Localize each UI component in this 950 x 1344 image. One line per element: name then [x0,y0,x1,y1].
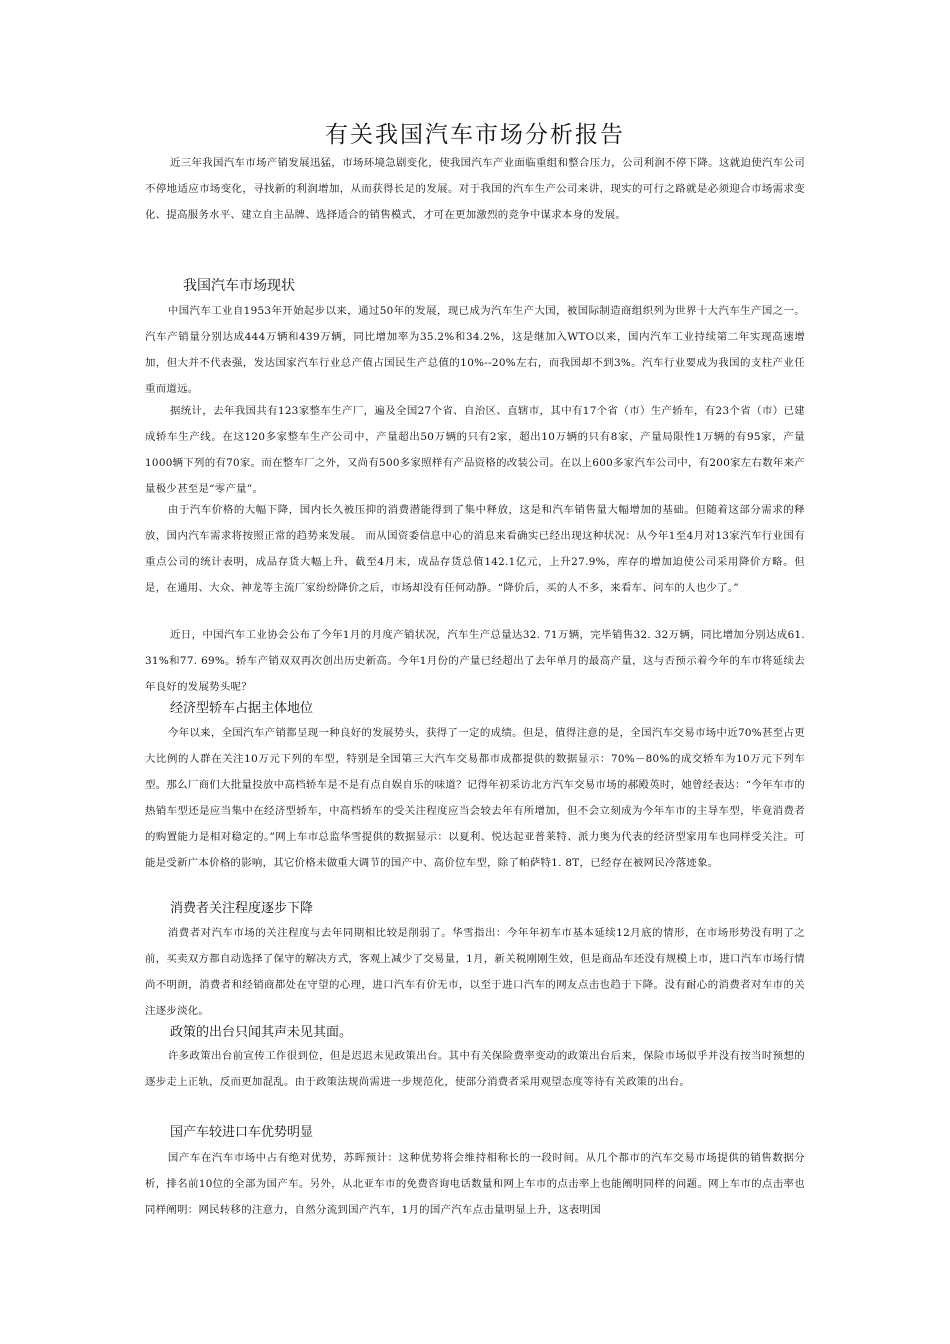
paragraph-price-decline: 由于汽车价格的大幅下降，国内长久被压抑的消费潜能得到了集中释放，这是和汽车销售量大幅增加的基础。但随着这部分需求的释放，国内汽车需求将按照正常的趋势来发展。 而从国资委信息中心的消息来看确实已经出现这种状况：从今年1至4月对13家汽车行业国有重点公司的统计表明，成品存货大幅上升，截至4月末，成品存货总值142.1亿元，上升27.9%，库存的增加迫使公司采用降价方略。但是，在通用、大众、神龙等主流厂家纷纷降价之后，市场却没有任何动静。“降价后，买的人不多，来看车、问车的人也少了。” [145,504,805,594]
section-heading-domestic-cars: 国产车较进口车优势明显 [170,1125,314,1140]
section-heading-policy: 政策的出台只闻其声未见其面。 [170,1025,353,1040]
paragraph-economy-cars: 今年以来，全国汽车产销都呈现一种良好的发展势头，获得了一定的成绩。但是，值得注意的是，全国汽车交易市场中近70%甚至占更大比例的人群在关注10万元下列的车型，特别是全国第三大汽车交易都市成都提供的数据显示：70%－80%的成交轿车为10万元下列车型。那么厂商们大批量投放中高档轿车是不是有点自娱自乐的味道？记得年初采访北方汽车交易市场的郝殿英时，她曾经表达：“今年车市的热销车型还是应当集中在经济型轿车，中高档轿车的受关注程度应当会较去年有所增加，但不会立刻成为今年车市的主导车型，毕竟消费者的购置能力是相对稳定的。”网上车市总监华雪提供的数据显示：以夏利、悦达起亚普莱特、派力奥为代表的经济型家用车也同样受关注。可能是受新广本价格的影响，其它价格未做重大调节的国产中、高价位车型，除了帕萨特1. 8T，已经存在被网民冷落迹象。 [145,727,805,869]
section-heading-economy-cars: 经济型轿车占据主体地位 [170,701,314,716]
section-heading-consumer-attention: 消费者关注程度逐步下降 [170,901,314,916]
paragraph-policy: 许多政策出台前宣传工作很到位，但是迟迟未见政策出台。其中有关保险费率变动的政策出台后来，保险市场似乎并没有按当时预想的逐步走上正轨，反而更加混乱。由于政策法规尚需进一步规范化，使部分消费者采用观望态度等待有关政策的出台。 [145,1050,805,1088]
page-title: 有关我国汽车市场分析报告 [325,122,625,148]
intro-paragraph: 近三年我国汽车市场产销发展迅猛，市场环境急剧变化，使我国汽车产业面临重组和整合压力，公司利润不停下降。这就迫使汽车公司不停地适应市场变化，寻找新的利润增加，从而获得长足的发展。对于我国的汽车生产公司来讲，现实的可行之路就是必须迎合市场需求变化、提高服务水平、建立自主品牌、选择适合的销售模式，才可在更加激烈的竞争中谋求本身的发展。 [145,157,805,221]
paragraph-consumer-attention: 消费者对汽车市场的关注程度与去年同期相比较是削弱了。华雪指出：今年年初车市基本延续12月底的情形，在市场形势没有明了之前，买卖双方都自动选择了保守的解决方式，客观上减少了交易量，1月，新关税刚刚生效，但是商品车还没有规模上市，进口汽车市场行情尚不明朗，消费者和经销商都处在守望的心理，进口汽车有价无市，以至于进口汽车的网友点击也趋于下降。没有耐心的消费者对车市的关注逐步淡化。 [145,927,805,1017]
paragraph-january-sales: 近日，中国汽车工业协会公布了今年1月的月度产销状况，汽车生产总量达32. 71万辆，完毕销售32. 32万辆，同比增加分别达成61. 31%和77. 69%。轿车产销双双再次创出历史新高。今年1月份的产量已经超出了去年单月的最高产量，这与否预示着今年的车市将延续去年良好的发展势头呢？ [145,629,805,693]
section-heading-market-status: 我国汽车市场现状 [183,278,295,294]
paragraph-industry-history: 中国汽车工业自1953年开始起步以来，通过50年的发展，现已成为汽车生产大国，被国际制造商组织列为世界十大汽车生产国之一。汽车产销量分别达成444万辆和439万辆，同比增加率为35.2%和34.2%，这是继加入WTO以来，国内汽车工业持续第二年实现高速增加，但大并不代表强，发达国家汽车行业总产值占国民生产总值的10%--20%左右，而我国却不到3%。汽车行业要成为我国的支柱产业任重而道远。 [145,305,805,395]
paragraph-domestic-cars: 国产车在汽车市场中占有绝对优势，苏晖预计：这种优势将会维持相称长的一段时间。从几个都市的汽车交易市场提供的销售数据分析，排名前10位的全部为国产车。另外，从北亚车市的免费咨询电话数量和网上车市的点击率上也能阐明同样的问题。网上车市的点击率也同样阐明：网民转移的注意力，自然分流到国产汽车，1月的国产汽车点击量明显上升，这表明国 [145,1152,805,1216]
paragraph-manufacturer-statistics: 据统计，去年我国共有123家整车生产厂，遍及全国27个省、自治区、直辖市，其中有17个省（市）生产轿车，有23个省（市）已建成轿车生产线。在这120多家整车生产公司中，产量超出50万辆的只有2家，超出10万辆的只有8家，产量局限性1万辆的有95家，产量1000辆下列的有70家。而在整车厂之外，又尚有500多家照样有产品资格的改装公司。在以上600多家汽车公司中，有200家左右数年来产量极少甚至是“零产量”。 [145,405,805,495]
